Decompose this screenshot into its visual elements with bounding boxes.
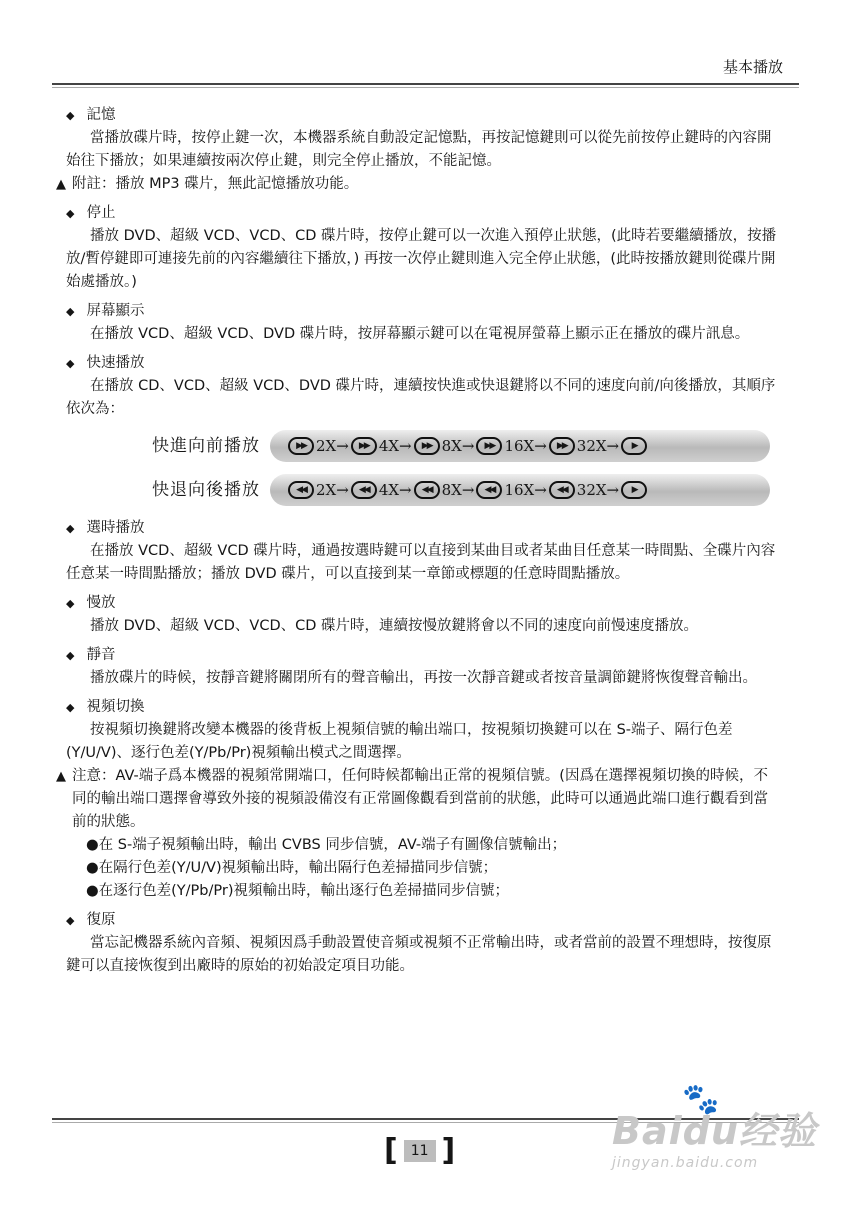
header-rule-thin: [52, 87, 799, 88]
section-text: 按視頻切換鍵將改變本機器的後背板上視頻信號的輸出端口，按視頻切換鍵可以在 S-端子、隔行色差(Y/U/V)、逐行色差(Y/Pb/Pr)視頻輸出模式之間選擇。: [66, 722, 733, 761]
section-heading: 停止: [86, 205, 116, 221]
speed-step: 8X: [441, 436, 462, 455]
list-item: ●在逐行色差(Y/Pb/Pr)視頻輸出時，輸出逐行色差掃描同步信號；: [86, 883, 509, 899]
watermark-brand: Baidu经验: [612, 1109, 817, 1153]
arrow-icon: →: [461, 480, 475, 499]
arrow-icon: →: [606, 480, 620, 499]
bracket-left: [: [384, 1133, 398, 1168]
section-text: 播放 DVD、超級 VCD、VCD、CD 碟片時，連續按慢放鍵將會以不同的速度向前慢速度播放。: [90, 618, 699, 634]
section-note: 附註：播放 MP3 碟片，無此記憶播放功能。: [72, 176, 359, 192]
section-heading: 屏幕顯示: [86, 303, 145, 319]
section-heading: 靜音: [86, 647, 116, 663]
page-header-title: 基本播放: [722, 58, 783, 76]
speed-step: 16X: [504, 436, 535, 455]
section-slow: [66, 592, 778, 638]
section-note: 注意：AV-端子爲本機器的視頻常開端口，任何時候都輸出正常的視頻信號。(因爲在選擇視頻切換的時候，不同的輸出端口選擇會導致外接的視頻設備沒有正常圖像觀看到當前的狀態，此時可以通過此端口進行觀看到當前的狀態。: [72, 768, 768, 830]
speed-bar-backward: [270, 474, 770, 506]
page-number: [384, 1133, 455, 1168]
section-text: 當忘記機器系統內音頻、視頻因爲手動設置使音頻或視頻不正常輸出時，或者當前的設置不理想時，按復原鍵可以直接恢復到出廠時的原始的初始設定項目功能。: [66, 935, 772, 974]
arrow-icon: →: [399, 436, 412, 455]
diamond-bullet-icon: ◆: [66, 357, 75, 370]
warning-triangle-icon: ▲: [56, 177, 66, 192]
diamond-bullet-icon: ◆: [66, 522, 75, 535]
speed-step: 8X: [441, 480, 462, 499]
watermark: [612, 1082, 817, 1171]
bracket-right: ]: [441, 1133, 456, 1168]
arrow-icon: →: [606, 436, 620, 455]
speed-step: 2X: [316, 436, 337, 455]
section-stop: [66, 202, 778, 294]
speed-step: 2X: [316, 480, 337, 499]
section-heading: 記憶: [86, 107, 116, 123]
play-icon: ▶: [621, 437, 647, 455]
fast-forward-icon: ▶▶: [288, 437, 314, 455]
play-icon: ▶: [621, 481, 647, 499]
section-video: [56, 696, 778, 903]
fast-forward-icon: ▶▶: [351, 437, 377, 455]
rewind-icon: ◀◀: [351, 481, 377, 499]
rewind-icon: ◀◀: [414, 481, 440, 499]
section-heading: 選時播放: [86, 520, 145, 536]
section-memory: [56, 104, 778, 196]
diamond-bullet-icon: ◆: [66, 207, 75, 220]
speed-step: 16X: [504, 480, 535, 499]
header-rule: [52, 83, 799, 85]
diamond-bullet-icon: ◆: [66, 914, 75, 927]
section-text: 在播放 VCD、超級 VCD 碟片時，通過按選時鍵可以直接到某曲目或者某曲目任意某一時間點、全碟片內容任意某一時間點播放；播放 DVD 碟片，可以直接到某一章節或標題的任意時間點播放。: [66, 543, 776, 582]
section-mute: [66, 644, 778, 690]
speed-bar-forward: [270, 430, 770, 462]
speed-step: 32X: [576, 436, 607, 455]
diamond-bullet-icon: ◆: [66, 701, 75, 714]
arrow-icon: →: [534, 436, 547, 455]
speed-step: 4X: [378, 480, 400, 499]
section-heading: 慢放: [86, 595, 116, 611]
arrow-icon: →: [534, 480, 547, 499]
list-item: ●在 S-端子視頻輸出時，輸出 CVBS 同步信號，AV-端子有圖像信號輸出；: [86, 837, 567, 853]
section-text: 播放碟片的時候，按靜音鍵將關閉所有的聲音輸出，再按一次靜音鍵或者按音量調節鍵將恢復聲音輸出。: [90, 670, 757, 686]
section-text: 在播放 CD、VCD、超級 VCD、DVD 碟片時，連續按快進或快退鍵將以不同的速度向前/向後播放，其順序依次為：: [66, 378, 776, 417]
section-heading: 視頻切換: [86, 699, 145, 715]
fast-forward-icon: ▶▶: [549, 437, 575, 455]
diamond-bullet-icon: ◆: [66, 109, 75, 122]
diamond-bullet-icon: ◆: [66, 597, 75, 610]
section-text: 在播放 VCD、超級 VCD、DVD 碟片時，按屏幕顯示鍵可以在電視屏螢幕上顯示正在播放的碟片訊息。: [90, 326, 750, 342]
speed-row-label: 快退向後播放: [152, 479, 260, 500]
speed-step: 4X: [378, 436, 400, 455]
diamond-bullet-icon: ◆: [66, 305, 75, 318]
fast-forward-icon: ▶▶: [414, 437, 440, 455]
page-number-value: 11: [404, 1140, 436, 1162]
arrow-icon: →: [461, 436, 475, 455]
section-time: [66, 517, 778, 586]
rewind-icon: ◀◀: [549, 481, 575, 499]
warning-triangle-icon: ▲: [56, 769, 66, 784]
section-heading: 快速播放: [86, 355, 145, 371]
fast-forward-icon: ▶▶: [476, 437, 502, 455]
section-text: 當播放碟片時，按停止鍵一次，本機器系統自動設定記憶點，再按記憶鍵則可以從先前按停止鍵時的內容開始往下播放；如果連續按兩次停止鍵，則完全停止播放，不能記憶。: [66, 130, 772, 169]
speed-row-label: 快進向前播放: [152, 435, 260, 456]
section-heading: 復原: [86, 912, 116, 928]
section-text: 播放 DVD、超級 VCD、VCD、CD 碟片時，按停止鍵可以一次進入預停止狀態，(此時若要繼續播放，按播放/暫停鍵即可連接先前的內容繼續往下播放，) 再按一次停止鍵則進入完全停止狀態，(此時按播放鍵則從碟片開始處播放。): [66, 228, 777, 290]
watermark-url: jingyan.baidu.com: [612, 1155, 759, 1171]
diamond-bullet-icon: ◆: [66, 649, 75, 662]
arrow-icon: →: [336, 436, 349, 455]
arrow-icon: →: [399, 480, 412, 499]
speed-step: 32X: [576, 480, 607, 499]
list-item: ●在隔行色差(Y/U/V)視頻輸出時，輸出隔行色差掃描同步信號；: [86, 860, 498, 876]
rewind-icon: ◀◀: [476, 481, 502, 499]
speed-row-forward: [66, 429, 778, 463]
paw-icon: 🐾: [682, 1082, 720, 1117]
section-fast: [66, 352, 778, 421]
arrow-icon: →: [336, 480, 349, 499]
rewind-icon: ◀◀: [288, 481, 314, 499]
section-display: [66, 300, 778, 346]
page-body: [56, 104, 778, 984]
section-reset: [66, 909, 778, 978]
speed-row-backward: [66, 473, 778, 507]
